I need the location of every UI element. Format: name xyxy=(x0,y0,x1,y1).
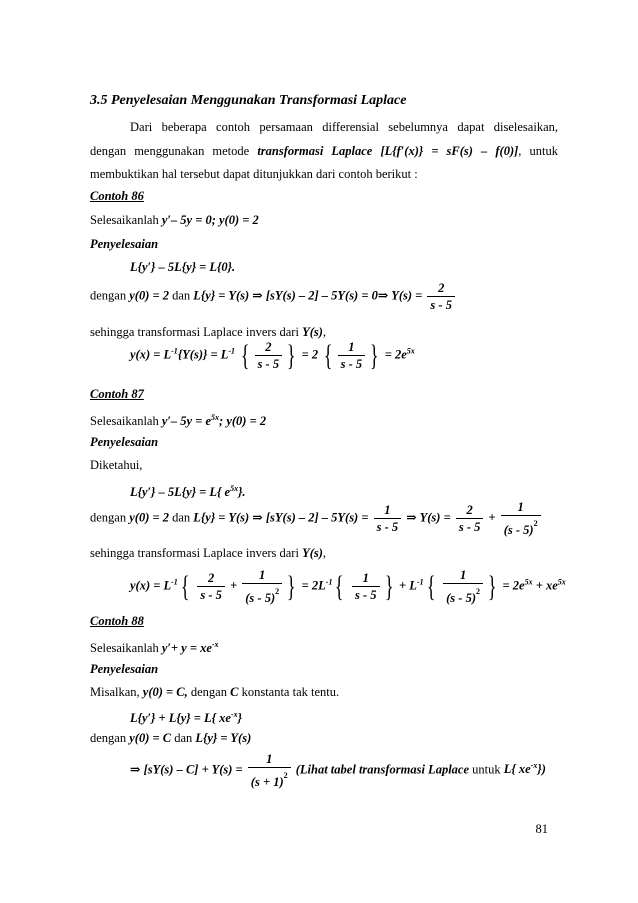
example-87-step-2: dengan y(0) = 2 dan L{y} = Y(s) ⇒ [sY(s) – 2] – 5Y(s) = $\frac{1}{s - 5}$ ⇒ Y(s) = $\frac{2}{s - 5}$ + $\frac{1}{(s - 5)^2}$ xyxy=(90,500,543,537)
example-88-title: Contoh 88 xyxy=(90,614,144,628)
page-number: 81 xyxy=(535,822,548,836)
fraction-2-over-s-5: $\frac{2}{s - 5}$ xyxy=(427,281,455,312)
example-86-step-1: L{y′} – 5L{y} = L{0}. xyxy=(130,260,236,274)
example-88-problem: Selesaikanlah $y'+ y = xe^{-x}$ xyxy=(90,640,219,655)
example-88-assumption: Misalkan, y(0) = C, dengan C konstanta tak tentu. xyxy=(90,685,340,699)
example-88-solution-label: Penyelesaian xyxy=(90,662,159,676)
example-88-step-3: ⇒ [sY(s) – C] + Y(s) = $\frac{1}{(s + 1)^2}$ (Lihat tabel transformasi Laplace untuk L{ $xe^{-x}$}) xyxy=(130,752,546,789)
intro-line-3: membuktikan hal tersebut dapat ditunjukkan dari contoh berikut : xyxy=(90,167,418,181)
example-86-solution-label: Penyelesaian xyxy=(90,237,159,251)
section-title: 3.5 Penyelesaian Menggunakan Transformasi Laplace xyxy=(90,93,407,108)
example-88-step-1: L{y′} + L{y} = L{ $xe^{-x}$} xyxy=(130,710,242,725)
example-87-step-1: L{y′} – 5L{y} = L{ $e^{5x}$}. xyxy=(130,484,246,499)
example-87-inverse: $y(x) = L^{-1}${ $\frac{2}{s - 5}$ + $\frac{1}{(s - 5)^2}$ } = $2L^{-1}${ $\frac{1}{s - 5}$ } + $L^{-1}${ $\frac{1}{(s - 5)^2}$ } = $2e^{5x} + xe^{5x}$ xyxy=(130,568,566,605)
example-86-inverse: $y(x) = L^{-1}\{Y(s)\} = L^{-1}$ { $\frac{2}{s - 5}$ } = 2 { $\frac{1}{s - 5}$ } = $2e^{5x}$ xyxy=(130,338,415,372)
example-87-known: Diketahui, xyxy=(90,458,143,472)
example-86-step-2: dengan y(0) = 2 dan L{y} = Y(s) ⇒ [sY(s) – 2] – 5Y(s) = 0⇒ Y(s) = $\frac{2}{s - 5}$ xyxy=(90,281,457,312)
example-87-problem: Selesaikanlah y′– $5y = e^{5x}$; y(0) = 2 xyxy=(90,413,267,428)
example-87-solution-label: Penyelesaian xyxy=(90,435,159,449)
example-88-step-2: dengan y(0) = C dan L{y} = Y(s) xyxy=(90,731,252,745)
example-87-step-3: sehingga transformasi Laplace invers dari Y(s), xyxy=(90,546,327,560)
intro-line-2: dengan menggunakan metode transformasi Laplace [L{f′(x)} = sF(s) – f(0)], untuk xyxy=(90,144,558,158)
example-86-step-3: sehingga transformasi Laplace invers dari Y(s), xyxy=(90,325,327,339)
intro-line-1: Dari beberapa contoh persamaan differensial sebelumnya dapat diselesaikan, xyxy=(130,120,558,134)
example-87-title: Contoh 87 xyxy=(90,387,144,401)
example-86-problem: Selesaikanlah y′– 5y = 0; y(0) = 2 xyxy=(90,213,259,227)
example-86-title: Contoh 86 xyxy=(90,189,144,203)
